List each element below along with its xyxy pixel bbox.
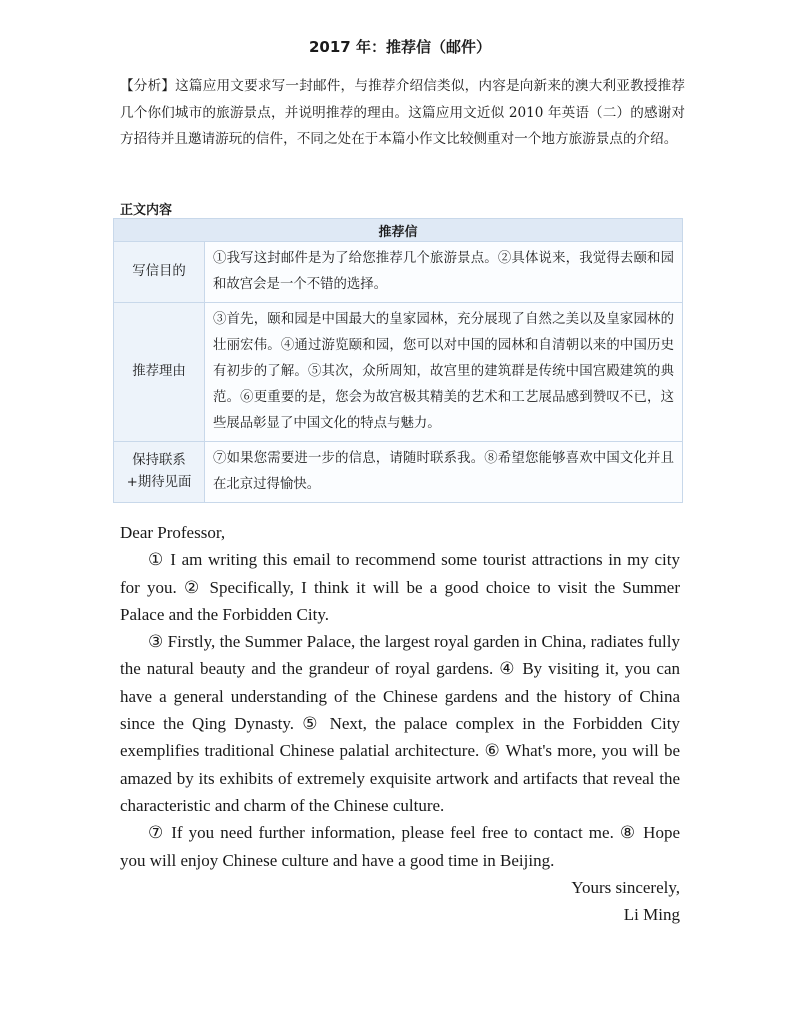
section-label: 正文内容 xyxy=(120,203,173,218)
letter-closing: Yours sincerely, xyxy=(571,877,680,897)
table-header: 推荐信 xyxy=(114,219,683,242)
row-text-purpose: ①我写这封邮件是为了给您推荐几个旅游景点。②具体说来，我觉得去颐和园和故宫会是一个不错的选择。 xyxy=(205,242,683,303)
analysis-paragraph: 【分析】这篇应用文要求写一封邮件，与推荐介绍信类似，内容是向新来的澳大利亚教授推荐几个你们城市的旅游景点，并说明推荐的理由。这篇应用文近似 2010 年英语（二）的感谢对方招待并且邀请游玩的信件，不同之处在于本篇小作文比较侧重对一个地方旅游景点的介绍。 xyxy=(120,78,685,147)
table-row xyxy=(114,303,683,442)
page-title: 2017 年：推荐信（邮件） xyxy=(309,38,491,56)
row-label-reasons: 推荐理由 xyxy=(114,303,205,442)
row-label-purpose: 写信目的 xyxy=(114,242,205,303)
letter-body xyxy=(120,519,680,928)
letter-paragraph: ① I am writing this email to recommend some tourist attractions in my city for you. ② Specifically, I think it will be a good choice to visit the Summer Palace and the Forbidden City. xyxy=(120,550,680,624)
row-text-reasons: ③首先，颐和园是中国最大的皇家园林，充分展现了自然之美以及皇家园林的壮丽宏伟。④通过游览颐和园，您可以对中国的园林和自清朝以来的中国历史有初步的了解。⑤其次，众所周知，故宫里的建筑群是传统中国宫殿建筑的典范。⑥更重要的是，您会为故宫极其精美的艺术和工艺展品感到赞叹不已，这些展品彰显了中国文化的特点与魅力。 xyxy=(205,303,683,442)
row-text-contact: ⑦如果您需要进一步的信息，请随时联系我。⑧希望您能够喜欢中国文化并且在北京过得愉快。 xyxy=(205,442,683,503)
row-label-contact-line2: +期待见面 xyxy=(126,475,192,490)
row-label-contact-line1: 保持联系 xyxy=(132,453,186,468)
row-label-contact xyxy=(114,442,205,503)
letter-paragraph: ⑦ If you need further information, please feel free to contact me. ⑧ Hope you will enjoy Chinese culture and have a good time in Beijing. xyxy=(120,823,680,870)
letter-paragraph: ③ Firstly, the Summer Palace, the largest royal garden in China, radiates fully the natural beauty and the grandeur of royal gardens. ④ By visiting it, you can have a general understanding of the Chinese gardens and the history of China since the Qing Dynasty. ⑤ Next, the palace complex in the Forbidden City exemplifies traditional Chinese palatial architecture. ⑥ What's more, you will be amazed by its exhibits of extremely exquisite artwork and artifacts that reveal the characteristic and charm of the Chinese culture. xyxy=(120,632,680,815)
table-header-row xyxy=(114,219,683,242)
letter-salutation: Dear Professor, xyxy=(120,523,226,542)
recommendation-table xyxy=(113,218,683,503)
letter-signature: Li Ming xyxy=(623,905,680,925)
table-row xyxy=(114,442,683,503)
table-row xyxy=(114,242,683,303)
